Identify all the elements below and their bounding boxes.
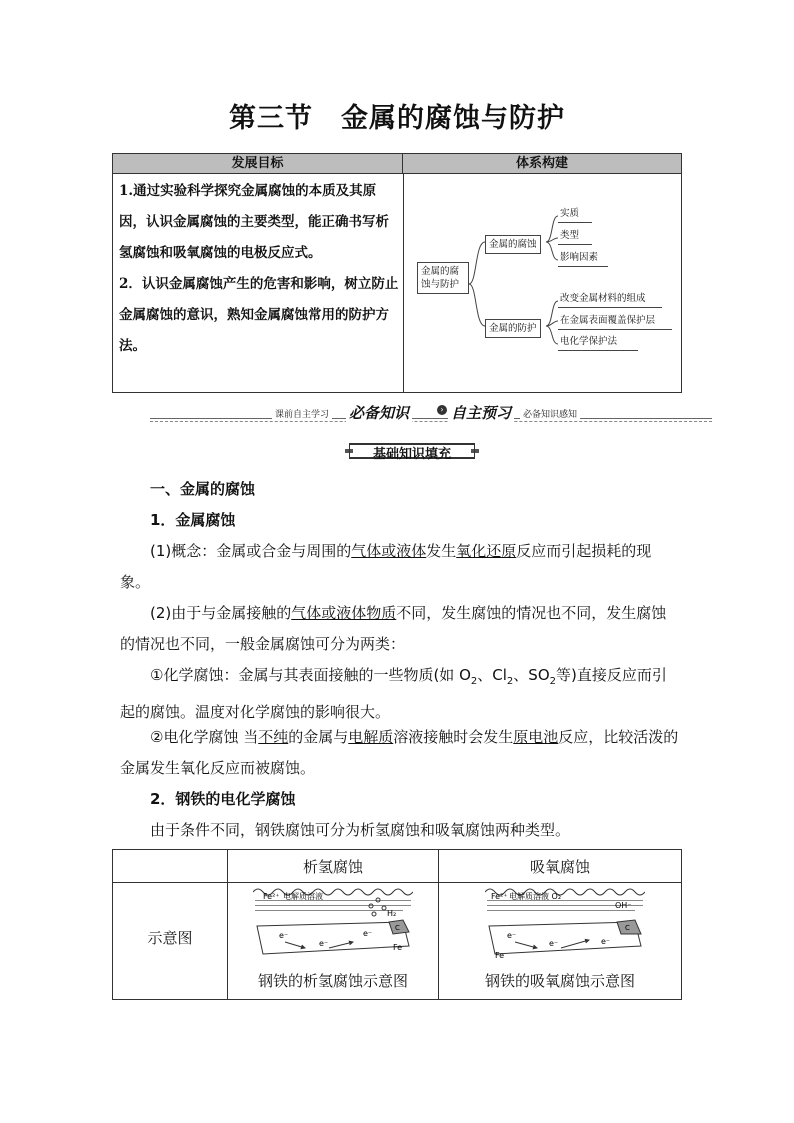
goals-table	[112, 153, 682, 393]
paragraph-types: (2)由于与金属接触的气体或液体物质不同，发生腐蚀的情况也不同，发生腐蚀的情况也不同，一般金属腐蚀可分为两类：	[120, 604, 667, 653]
mind-map	[413, 204, 677, 354]
mind-map-item-composition: 改变金属材料的组成	[560, 293, 646, 304]
mind-map-root: 金属的腐蚀与防护	[417, 262, 469, 294]
label-c-2: C	[625, 924, 630, 932]
mind-map-item-coating: 在金属表面覆盖保护层	[560, 315, 656, 326]
label-fe: Fe	[393, 943, 403, 952]
header-hydrogen-corrosion: 析氢腐蚀	[302, 858, 363, 876]
label-fe-2: Fe	[495, 951, 505, 960]
caption-hydrogen-corrosion: 钢铁的析氢腐蚀示意图	[257, 972, 408, 990]
label-fe-ion: Fe²⁺	[263, 892, 280, 901]
label-electron-2: e⁻	[319, 939, 329, 948]
banner-arrow-icon: ›	[437, 405, 447, 415]
label-electron-4: e⁻	[507, 931, 517, 940]
oxygen-corrosion-diagram	[485, 886, 645, 970]
label-c: C	[395, 924, 400, 932]
label-solution: 电解质溶液	[283, 892, 323, 901]
page-title: 第三节 金属的腐蚀与防护	[229, 103, 565, 134]
banner-right-small: 必备知识感知	[520, 407, 580, 420]
mind-map-item-electrochem: 电化学保护法	[560, 336, 618, 347]
label-electron-3: e⁻	[363, 929, 373, 938]
heading-metal-corrosion: 一、金属的腐蚀	[150, 480, 256, 498]
paragraph-steel-types: 由于条件不同，钢铁腐蚀可分为析氢腐蚀和吸氧腐蚀两种类型。	[150, 821, 571, 839]
corrosion-table	[112, 849, 682, 1000]
goals-divider	[403, 174, 404, 392]
mind-map-branch-corrosion: 金属的腐蚀	[485, 235, 541, 254]
header-oxygen-corrosion: 吸氧腐蚀	[529, 858, 590, 876]
goals-text	[119, 176, 399, 362]
mind-map-item-factors: 影响因素	[560, 252, 599, 263]
heading-corrosion-subsection: 1．金属腐蚀	[150, 511, 236, 529]
goal-1: 1.通过实验科学探究金属腐蚀的本质及其原因，认识金属腐蚀的主要类型，能正确书写析氢腐蚀和吸氧腐蚀的电极反应式。	[119, 183, 389, 261]
goals-header-right: 体系构建	[403, 154, 681, 174]
paragraph-electrochemical-corrosion: ②电化学腐蚀 当不纯的金属与电解质溶液接触时会发生原电池反应，比较活泼的金属发生氧化反应而被腐蚀。	[120, 728, 679, 777]
section-banner	[150, 402, 712, 424]
label-electron-1: e⁻	[279, 931, 289, 940]
mind-map-item-essence: 实质	[560, 208, 580, 219]
banner-left-small: 课前自主学习	[272, 407, 332, 420]
section-label-text: 基础知识填充	[372, 447, 451, 462]
mind-map-item-type: 类型	[560, 230, 580, 241]
section-label	[345, 441, 479, 461]
caption-oxygen-corrosion: 钢铁的吸氧腐蚀示意图	[484, 972, 635, 990]
hydrogen-corrosion-diagram	[253, 886, 413, 970]
heading-steel-corrosion: 2．钢铁的电化学腐蚀	[150, 790, 296, 808]
label-fe-ion-2: Fe²⁺	[491, 892, 508, 901]
label-h2: H₂	[387, 909, 397, 918]
label-oh: OH⁻	[615, 901, 632, 910]
banner-main-right: 自主预习	[448, 402, 514, 423]
row-label-diagram: 示意图	[147, 929, 193, 947]
paragraph-chemical-corrosion: ①化学腐蚀：金属与其表面接触的一些物质(如 $O_2$、$Cl_2$、$SO_2$等)直接反应而引起的腐蚀。温度对化学腐蚀的影响很大。	[120, 666, 667, 721]
goal-2: 2．认识金属腐蚀产生的危害和影响，树立防止金属腐蚀的意识，熟知金属腐蚀常用的防护方法。	[119, 276, 399, 354]
paragraph-concept: (1)概念：金属或合金与周围的气体或液体发生氧化还原反应而引起损耗的现象。	[120, 542, 652, 591]
label-electron-6: e⁻	[601, 937, 611, 946]
label-electron-5: e⁻	[549, 939, 559, 948]
mind-map-branch-protection: 金属的防护	[485, 319, 541, 338]
goals-header-left: 发展目标	[113, 154, 403, 174]
label-solution-2: 电解质溶液 O₂	[509, 892, 562, 901]
banner-main-left: 必备知识	[346, 402, 412, 423]
